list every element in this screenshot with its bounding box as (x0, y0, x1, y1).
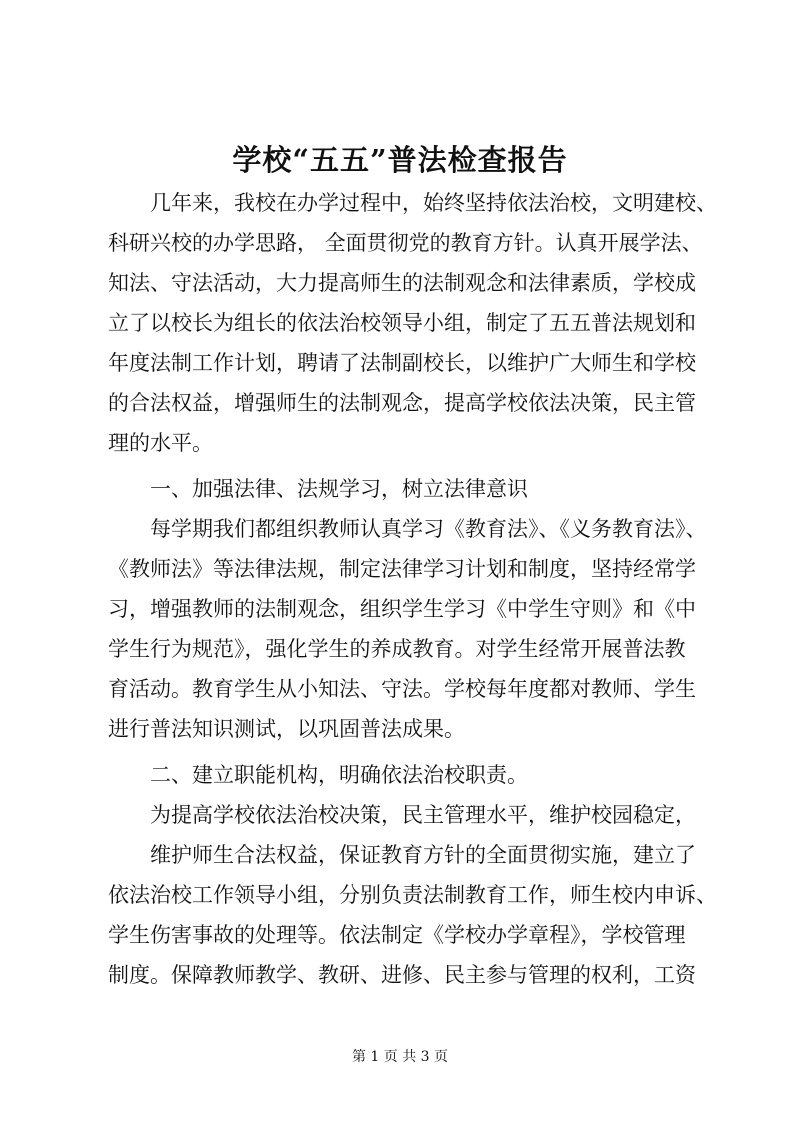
page-footer: 第 1 页 共 3 页 (351, 1049, 449, 1065)
body-line: 学生行为规范》，强化学生的养成教育。对学生经常开展普法教 (108, 637, 686, 661)
body-line: 每学期我们都组织教师认真学习《教育法》、《义务教育法》、 (150, 517, 707, 541)
body-line: 育活动。教育学生从小知法、守法。学校每年度都对教师、学生 (108, 677, 696, 701)
section-heading: 一、加强法律、法规学习，树立法律意识 (150, 477, 528, 501)
body-line: 几年来，我校在办学过程中，始终坚持依法治校，文明建校、 (150, 191, 717, 215)
body-line: 《教师法》等法律法规，制定法律学习计划和制度，坚持经常学 (108, 557, 696, 581)
body-line: 理的水平。 (108, 431, 213, 455)
body-line: 习，增强教师的法制观念，组织学生学习《中学生守则》和《中 (108, 597, 696, 621)
body-line: 的合法权益，增强师生的法制观念，提高学校依法决策，民主管 (108, 391, 696, 415)
body-line: 制度。保障教师教学、教研、进修、民主参与管理的权利，工资 (108, 963, 696, 987)
body-line: 依法治校工作领导小组，分别负责法制教育工作，师生校内申诉、 (108, 883, 717, 907)
section-heading: 二、建立职能机构，明确依法治校职责。 (150, 763, 528, 787)
body-line: 进行普法知识测试，以巩固普法成果。 (108, 717, 465, 741)
body-line: 科研兴校的办学思路， 全面贯彻党的教育方针。认真开展学法、 (108, 231, 703, 255)
body-line: 年度法制工作计划，聘请了法制副校长，以维护广大师生和学校 (108, 351, 696, 375)
body-line: 立了以校长为组长的依法治校领导小组，制定了五五普法规划和 (108, 311, 696, 335)
body-line: 维护师生合法权益，保证教育方针的全面贯彻实施，建立了 (150, 843, 696, 867)
body-line: 为提高学校依法治校决策，民主管理水平，维护校园稳定， (150, 803, 696, 827)
document-title: 学校“五五”普法检查报告 (232, 143, 568, 177)
body-line: 学生伤害事故的处理等。依法制定《学校办学章程》，学校管理 (108, 923, 686, 947)
body-line: 知法、守法活动，大力提高师生的法制观念和法律素质，学校成 (108, 271, 696, 295)
